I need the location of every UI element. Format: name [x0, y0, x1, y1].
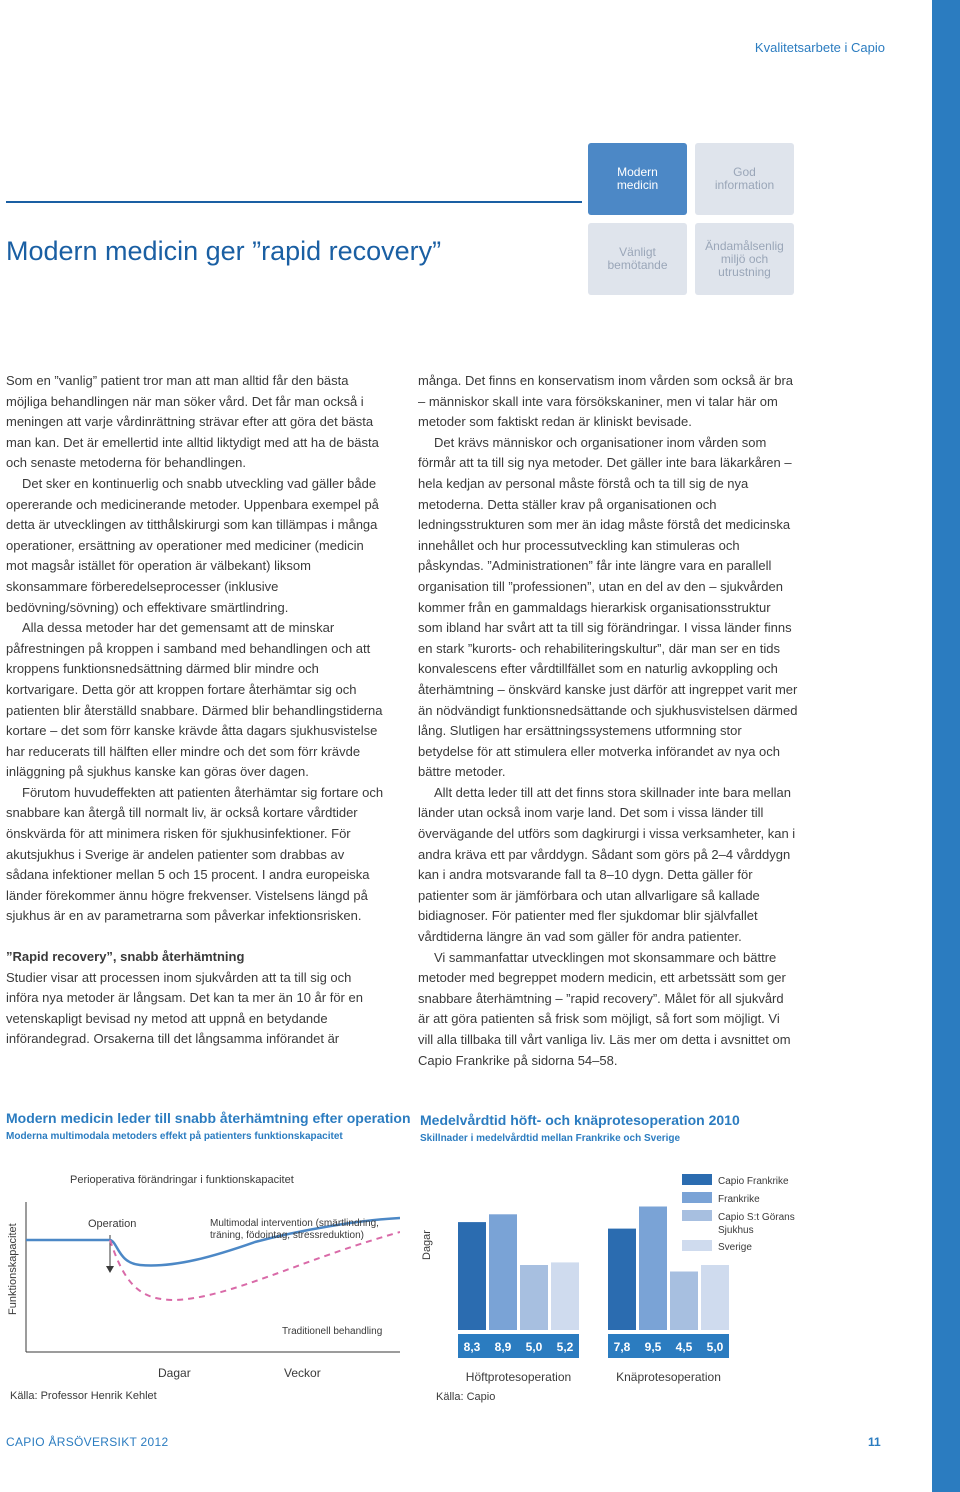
tile-god-information[interactable]: God information: [695, 143, 794, 215]
recovery-curve-chart: [0, 1160, 400, 1420]
bar: [551, 1262, 579, 1330]
recovery-chart-ylabel: Funktionskapacitet: [7, 1223, 19, 1315]
x-label-weeks: Veckor: [284, 1366, 321, 1380]
bar-value-label: 8,9: [494, 1340, 512, 1354]
figure-left-subtitle: Moderna multimodala metoders effekt på patienters funktionskapacitet: [6, 1131, 343, 1142]
recovery-chart-title: Perioperativa förändringar i funktionskapacitet: [70, 1174, 294, 1186]
page-number: 11: [868, 1435, 881, 1449]
bar-value-label: 5,0: [525, 1340, 543, 1354]
operation-arrowhead: [106, 1266, 114, 1273]
figure-right-subtitle: Skillnader i medelvårdtid mellan Frankrike och Sverige: [420, 1133, 681, 1144]
title-rule: [6, 201, 582, 203]
tile-vanligt-bemotande[interactable]: Vänligt bemötande: [588, 223, 687, 295]
bar-chart-ylabel: Dagar: [421, 1230, 433, 1260]
category-label: Knäprotesoperation: [616, 1370, 721, 1384]
bar-value-label: 4,5: [675, 1340, 693, 1354]
paragraph: Vi sammanfattar utvecklingen mot skonsammare och bättre metoder med begreppet modern medicin, ett arbetssätt som ger snabbare återhämtning – ”rapid recovery”. Målet för all sjukvård är att göra patienten så frisk som möjligt, så fort som möjligt. Vi vill alla tillbaka till vårt vanliga liv. Läs mer om detta i avsnittet om Capio Frankrike på sidorna 54–58.: [418, 949, 791, 1068]
legend-swatch: [682, 1192, 712, 1203]
bar-value-label: 5,0: [706, 1340, 724, 1354]
figure-right-title: Medelvårdtid höft- och knäprotesoperation 2010: [420, 1112, 740, 1128]
bar: [701, 1265, 729, 1330]
section-heading: ”Rapid recovery”, snabb återhämtning: [6, 949, 245, 965]
bar-value-label: 7,8: [613, 1340, 631, 1354]
legend-swatch: [682, 1210, 712, 1221]
tile-modern-medicin[interactable]: Modern medicin: [588, 143, 687, 215]
traditional-label: Traditionell behandling: [282, 1326, 383, 1337]
bar: [639, 1207, 667, 1331]
figure-left-title: Modern medicin leder till snabb återhämtning efter operation: [6, 1110, 411, 1126]
source-right: Källa: Capio: [436, 1391, 496, 1403]
bar-value-label: 9,5: [644, 1340, 662, 1354]
section-header: Kvalitetsarbete i Capio: [754, 40, 885, 55]
footer-publication: CAPIO ÅRSÖVERSIKT 2012: [6, 1435, 169, 1449]
paragraph: Det sker en kontinuerlig och snabb utveckling vad gäller både opererande och medicinerande metoder. Uppenbara exempel på detta är utvecklingen av titthålskirurgi som kan tillämpas i många operationer, ersättning av operationer med mediciner (medicin mot magsår istället för operation är välbekant) liksom skonsammare förberedelseprocesser (inklusive bedövning/sövning) och effektivare smärtlindring.: [6, 475, 379, 615]
paragraph: Det krävs människor och organisationer inom vården som förmår att ta till sig nya metoder. Det gäller inte bara läkarkåren – hela kedjan av personal måste förstå och ta till sig de nya metoderna. Detta ställer krav på organisationen och ledningsstrukturen som mer än idag måste förstå det medicinska innehållet och hur processutveckling kan stimuleras och påskyndas. ”Administrationen” får inte längre vara en parallell organisation till ”professionen”, utan en del av den – sjukvården kommer från en gammaldags hierarkisk organisationsstruktur som ibland har svårt att ta till sig förändringar. I vissa länder finns en stark ”kurorts- och rehabiliteringskultur”, där man ser en tids konvalescens efter vårdtillfället som en naturlig avkoppling och återhämtning – önskvärd kanske just därför att ingreppet varit mer än nödvändigt funktionsnedsättande och sjukhusvistelsen därmed lång. Slutligen har ersättningssystemens utformning stor betydelse för att stimulera eller motverka införandet av nya och bättre metoder.: [418, 434, 798, 780]
bar: [489, 1214, 517, 1330]
bar-value-label: 5,2: [556, 1340, 574, 1354]
bar-value-label: 8,3: [463, 1340, 481, 1354]
category-label: Höftprotesoperation: [465, 1370, 572, 1384]
bar: [670, 1272, 698, 1331]
legend-label: Sverige: [718, 1242, 752, 1253]
bar: [458, 1222, 486, 1330]
paragraph: Alla dessa metoder har det gemensamt att de minskar påfrestningen på kroppen i samband med behandlingen och att kroppens funktionsnedsättning därmed blir mindre och kortvarigare. Detta gör att kroppen fortare återhämtar sig och patienten blir återställd snabbare. Därmed blir behandlingstiderna kortare – det som förr kanske krävde åtta dagars sjukhusvistelse har reducerats till hälften eller mindre och det som förr krävde inläggning på sjukhus kanske kan göras över dagen.: [6, 620, 383, 780]
page-title: Modern medicin ger ”rapid recovery”: [6, 236, 442, 266]
length-of-stay-bar-chart: [410, 1160, 930, 1430]
legend-label: Frankrike: [718, 1194, 760, 1205]
bar: [608, 1229, 636, 1330]
body-column-right: [418, 371, 798, 1071]
source-left: Källa: Professor Henrik Kehlet: [10, 1390, 157, 1402]
paragraph: många. Det finns en konservatism inom vården som också är bra – människor skall inte vara försökskaniner, men vi talar här om metoder som faktiskt redan är kliniskt bevisade.: [418, 373, 794, 430]
legend-label: Capio S:t Görans Sjukhus: [718, 1212, 795, 1236]
paragraph: Som en ”vanlig” patient tror man att man alltid får den bästa möjliga behandlingen när man söker vård. Det får man också i meningen att varje vårdinrättning strävar efter att göra det bästa man kan. Det är emellertid inte alltid liktydigt med att ha de bästa och senaste metoderna för behandlingen.: [6, 373, 379, 471]
tile-andamalsenlig-miljo[interactable]: Ändamålsenlig miljö och utrustning: [695, 223, 794, 295]
multimodal-label: Multimodal intervention (smärtlindring, träning, födointag, stressreduktion): [210, 1218, 379, 1241]
paragraph: Allt detta leder till att det finns stora skillnader inte bara mellan länder utan också inom varje land. Det som i vissa länder till övervägande del utförs som dagkirurgi i vissa verksamheter, kan i andra kräva ett par vårddygn. Sådant som görs på 2–4 vårddygn kan i andra motsvarande fall ta 8–10 dygn. Detta gäller för patienter som är jämförbara och utan allvarligare så kallade bidiagnoser. För patienter med fler sjukdomar blir självfallet vårdtiderna längre än vad som gäller för andra patienter.: [418, 784, 796, 945]
paragraph: Förutom huvudeffekten att patienten återhämtar sig fortare och snabbare kan återgå till normalt liv, är också kortare vårdtider önskvärda för att minimera risken för sjukhusinfektioner. För akutsjukhus i Sverige är andelen patienter som drabbas av sådana infektioner mellan 5 och 15 procent. I andra europeiska länder förekommer ännu högre frekvenser. Vistelsens längd på sjukhus är en av parametrarna som påverkar infektionsrisken.: [6, 784, 384, 924]
legend-swatch: [682, 1240, 712, 1251]
bar: [520, 1265, 548, 1330]
body-column-left: [6, 371, 384, 1050]
legend-swatch: [682, 1174, 712, 1185]
right-accent-bar: [932, 0, 960, 1492]
x-label-days: Dagar: [158, 1366, 191, 1380]
legend-label: Capio Frankrike: [718, 1176, 789, 1187]
operation-label: Operation: [88, 1218, 137, 1230]
paragraph: Studier visar att processen inom sjukvården att ta till sig och införa nya metoder är långsam. Det kan ta mer än 10 år för en vetenskapligt bevisad ny metod att uppnå en betydande införandegrad. Orsakerna till det långsamma införandet är: [6, 969, 363, 1047]
